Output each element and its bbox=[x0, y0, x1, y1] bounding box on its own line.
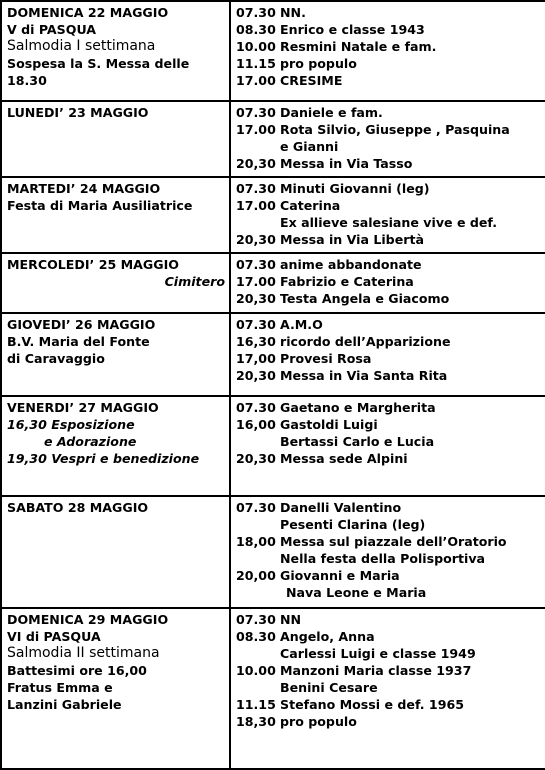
mass-entry bbox=[236, 662, 541, 679]
mass-entry bbox=[236, 584, 541, 601]
mass-time: 17.00 bbox=[236, 198, 276, 213]
mass-intention: Resmini Natale e fam. bbox=[280, 39, 437, 54]
day-title: DOMENICA 29 MAGGIO bbox=[7, 612, 169, 627]
mass-entry bbox=[236, 433, 541, 450]
day-note: e Adorazione bbox=[44, 434, 137, 449]
mass-intention: NN. bbox=[280, 5, 306, 20]
day-note: B.V. Maria del Fonte bbox=[7, 334, 150, 349]
mass-entry bbox=[236, 333, 541, 350]
mass-entry bbox=[236, 611, 541, 628]
mass-intention: CRESIME bbox=[280, 73, 343, 88]
mass-intention: Gaetano e Margherita bbox=[280, 400, 436, 415]
mass-list-cell bbox=[230, 608, 545, 769]
mass-intention: Nava Leone e Maria bbox=[286, 585, 427, 600]
day-note: Festa di Maria Ausiliatrice bbox=[7, 198, 193, 213]
mass-time: 17,00 bbox=[236, 351, 276, 366]
mass-intention: Messa in Via Tasso bbox=[280, 156, 413, 171]
mass-time: 07.30 bbox=[236, 500, 276, 515]
mass-time: 11.15 bbox=[236, 56, 276, 71]
day-title: DOMENICA 22 MAGGIO bbox=[7, 5, 169, 20]
mass-time: 07.30 bbox=[236, 317, 276, 332]
mass-time: 20,00 bbox=[236, 568, 276, 583]
mass-intention: A.M.O bbox=[280, 317, 323, 332]
mass-time: 20,30 bbox=[236, 232, 276, 247]
mass-entry bbox=[236, 21, 541, 38]
mass-entry bbox=[236, 567, 541, 584]
mass-entry bbox=[236, 138, 541, 155]
day-title: MARTEDI’ 24 MAGGIO bbox=[7, 181, 161, 196]
mass-entry bbox=[236, 290, 541, 307]
mass-entry bbox=[236, 4, 541, 21]
mass-intention: Provesi Rosa bbox=[280, 351, 372, 366]
mass-list-cell bbox=[230, 313, 545, 396]
day-note: Battesimi ore 16,00 bbox=[7, 663, 147, 678]
mass-time: 10.00 bbox=[236, 39, 276, 54]
mass-intention: Benini Cesare bbox=[280, 680, 378, 695]
day-info-cell bbox=[1, 396, 230, 496]
mass-entry bbox=[236, 72, 541, 89]
mass-entry bbox=[236, 350, 541, 367]
day-info-cell bbox=[1, 101, 230, 177]
mass-entry bbox=[236, 316, 541, 333]
mass-entry bbox=[236, 121, 541, 138]
day-row-fri-27 bbox=[1, 396, 545, 496]
mass-intention: e Gianni bbox=[280, 139, 339, 154]
day-row-sun-22 bbox=[1, 1, 545, 101]
mass-time: 17.00 bbox=[236, 274, 276, 289]
mass-time: 07.30 bbox=[236, 257, 276, 272]
mass-entry bbox=[236, 55, 541, 72]
day-note: 16,30 Esposizione bbox=[7, 417, 135, 432]
mass-entry bbox=[236, 679, 541, 696]
mass-time: 07.30 bbox=[236, 105, 276, 120]
mass-entry bbox=[236, 696, 541, 713]
mass-entry bbox=[236, 550, 541, 567]
mass-entry bbox=[236, 273, 541, 290]
mass-intention: NN bbox=[280, 612, 302, 627]
mass-intention: Bertassi Carlo e Lucia bbox=[280, 434, 435, 449]
day-info-cell bbox=[1, 177, 230, 253]
mass-entry bbox=[236, 231, 541, 248]
mass-entry bbox=[236, 399, 541, 416]
mass-time: 08.30 bbox=[236, 629, 276, 644]
day-title: LUNEDI’ 23 MAGGIO bbox=[7, 105, 149, 120]
mass-intention: Testa Angela e Giacomo bbox=[280, 291, 450, 306]
day-row-sun-29 bbox=[1, 608, 545, 769]
mass-list-cell bbox=[230, 396, 545, 496]
day-note: Salmodia I settimana bbox=[7, 38, 156, 54]
mass-intention: Ex allieve salesiane vive e def. bbox=[280, 215, 498, 230]
day-note: VI di PASQUA bbox=[7, 629, 101, 644]
mass-intention: ricordo dell’Apparizione bbox=[280, 334, 451, 349]
day-title: MERCOLEDI’ 25 MAGGIO bbox=[7, 257, 179, 272]
mass-time: 20,30 bbox=[236, 156, 276, 171]
mass-time: 20,30 bbox=[236, 368, 276, 383]
mass-time: 07.30 bbox=[236, 181, 276, 196]
mass-time: 17.00 bbox=[236, 73, 276, 88]
mass-intention: Fabrizio e Caterina bbox=[280, 274, 414, 289]
mass-entry bbox=[236, 214, 541, 231]
day-row-mon-23 bbox=[1, 101, 545, 177]
day-note: Fratus Emma e bbox=[7, 680, 113, 695]
mass-entry bbox=[236, 499, 541, 516]
mass-list-cell bbox=[230, 177, 545, 253]
mass-intention: Manzoni Maria classe 1937 bbox=[280, 663, 472, 678]
mass-time: 08.30 bbox=[236, 22, 276, 37]
mass-intention: Messa sul piazzale dell’Oratorio bbox=[280, 534, 507, 549]
day-note: 18.30 bbox=[7, 73, 47, 88]
mass-intention: Messa sede Alpini bbox=[280, 451, 408, 466]
day-note: 19,30 Vespri e benedizione bbox=[7, 451, 200, 466]
mass-entry bbox=[236, 256, 541, 273]
day-title: VENERDI’ 27 MAGGIO bbox=[7, 400, 159, 415]
mass-intention: Danelli Valentino bbox=[280, 500, 402, 515]
mass-intention: Messa in Via Santa Rita bbox=[280, 368, 448, 383]
mass-list-cell bbox=[230, 496, 545, 608]
mass-entry bbox=[236, 533, 541, 550]
mass-entry bbox=[236, 713, 541, 730]
mass-time: 18,00 bbox=[236, 534, 276, 549]
mass-intention: Gastoldi Luigi bbox=[280, 417, 378, 432]
mass-intention: Enrico e classe 1943 bbox=[280, 22, 425, 37]
mass-intention: Minuti Giovanni (leg) bbox=[280, 181, 430, 196]
mass-entry bbox=[236, 645, 541, 662]
mass-intention: Messa in Via Libertà bbox=[280, 232, 424, 247]
mass-entry bbox=[236, 155, 541, 172]
mass-intention: pro populo bbox=[280, 56, 357, 71]
mass-entry bbox=[236, 38, 541, 55]
day-row-wed-25 bbox=[1, 253, 545, 313]
mass-intention: Pesenti Clarina (leg) bbox=[280, 517, 426, 532]
mass-entry bbox=[236, 104, 541, 121]
mass-intention: Rota Silvio, Giuseppe , Pasquina bbox=[280, 122, 510, 137]
mass-time: 17.00 bbox=[236, 122, 276, 137]
mass-intention: Nella festa della Polisportiva bbox=[280, 551, 486, 566]
mass-intention: Stefano Mossi e def. 1965 bbox=[280, 697, 464, 712]
day-note: Lanzini Gabriele bbox=[7, 697, 122, 712]
mass-time: 20,30 bbox=[236, 291, 276, 306]
day-note: V di PASQUA bbox=[7, 22, 97, 37]
mass-time: 16,30 bbox=[236, 334, 276, 349]
day-info-cell bbox=[1, 1, 230, 101]
day-note: Cimitero bbox=[164, 274, 225, 289]
mass-intention: pro populo bbox=[280, 714, 357, 729]
day-info-cell bbox=[1, 313, 230, 396]
mass-list-cell bbox=[230, 101, 545, 177]
day-title: SABATO 28 MAGGIO bbox=[7, 500, 149, 515]
mass-time: 07.30 bbox=[236, 612, 276, 627]
mass-entry bbox=[236, 180, 541, 197]
mass-list-cell bbox=[230, 253, 545, 313]
mass-entry bbox=[236, 450, 541, 467]
mass-time: 20,30 bbox=[236, 451, 276, 466]
day-note: di Caravaggio bbox=[7, 351, 105, 366]
mass-entry bbox=[236, 516, 541, 533]
mass-time: 11.15 bbox=[236, 697, 276, 712]
day-info-cell bbox=[1, 608, 230, 769]
day-row-sat-28 bbox=[1, 496, 545, 608]
day-info-cell bbox=[1, 496, 230, 608]
mass-time: 18,30 bbox=[236, 714, 276, 729]
mass-entry bbox=[236, 367, 541, 384]
mass-time: 16,00 bbox=[236, 417, 276, 432]
mass-entry bbox=[236, 197, 541, 214]
day-row-tue-24 bbox=[1, 177, 545, 253]
mass-time: 07.30 bbox=[236, 400, 276, 415]
day-title: GIOVEDI’ 26 MAGGIO bbox=[7, 317, 156, 332]
mass-intention: Angelo, Anna bbox=[280, 629, 375, 644]
mass-intention: Carlessi Luigi e classe 1949 bbox=[280, 646, 476, 661]
mass-list-cell bbox=[230, 1, 545, 101]
day-info-cell bbox=[1, 253, 230, 313]
mass-intention: anime abbandonate bbox=[280, 257, 422, 272]
day-row-thu-26 bbox=[1, 313, 545, 396]
mass-entry bbox=[236, 416, 541, 433]
mass-time: 10.00 bbox=[236, 663, 276, 678]
mass-intention: Daniele e fam. bbox=[280, 105, 383, 120]
day-note: Salmodia II settimana bbox=[7, 645, 160, 661]
mass-intention: Giovanni e Maria bbox=[280, 568, 400, 583]
mass-intention: Caterina bbox=[280, 198, 341, 213]
day-note: Sospesa la S. Messa delle bbox=[7, 56, 190, 71]
mass-time: 07.30 bbox=[236, 5, 276, 20]
mass-entry bbox=[236, 628, 541, 645]
